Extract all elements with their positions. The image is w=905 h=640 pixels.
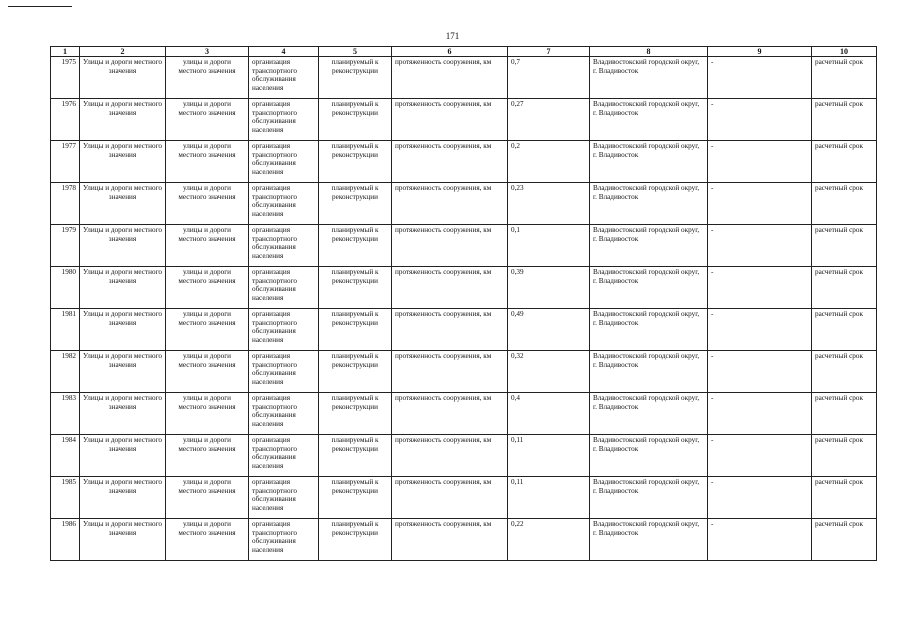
cell-row-number: 1976 bbox=[51, 99, 80, 141]
cell-zone: - bbox=[708, 393, 812, 435]
cell-object-type: Улицы и дороги местного значения bbox=[80, 351, 166, 393]
cell-characteristic: протяженность сооружения, км bbox=[392, 225, 508, 267]
cell-characteristic: протяженность сооружения, км bbox=[392, 267, 508, 309]
cell-location: Владивостокский городской округ, г. Владивосток bbox=[590, 519, 708, 561]
cell-object-type: Улицы и дороги местного значения bbox=[80, 309, 166, 351]
table-row bbox=[51, 141, 877, 183]
cell-term: расчетный срок bbox=[812, 267, 877, 309]
cell-object-type: Улицы и дороги местного значения bbox=[80, 477, 166, 519]
cell-row-number: 1986 bbox=[51, 519, 80, 561]
cell-zone: - bbox=[708, 99, 812, 141]
column-header-4: 4 bbox=[249, 47, 319, 57]
cell-row-number: 1979 bbox=[51, 225, 80, 267]
cell-characteristic: протяженность сооружения, км bbox=[392, 393, 508, 435]
cell-row-number: 1983 bbox=[51, 393, 80, 435]
cell-value: 0,32 bbox=[508, 351, 590, 393]
table-row bbox=[51, 393, 877, 435]
cell-object-type: Улицы и дороги местного значения bbox=[80, 183, 166, 225]
table-row bbox=[51, 309, 877, 351]
cell-object-name: улицы и дороги местного значения bbox=[166, 99, 249, 141]
cell-zone: - bbox=[708, 141, 812, 183]
cell-object-type: Улицы и дороги местного значения bbox=[80, 99, 166, 141]
cell-value: 0,23 bbox=[508, 183, 590, 225]
cell-term: расчетный срок bbox=[812, 393, 877, 435]
cell-status: планируемый к реконструкции bbox=[319, 57, 392, 99]
cell-object-name: улицы и дороги местного значения bbox=[166, 435, 249, 477]
cell-row-number: 1985 bbox=[51, 477, 80, 519]
cell-zone: - bbox=[708, 519, 812, 561]
cell-object-type: Улицы и дороги местного значения bbox=[80, 435, 166, 477]
cell-zone: - bbox=[708, 477, 812, 519]
cell-purpose: организация транспортного обслуживания населения bbox=[249, 57, 319, 99]
cell-term: расчетный срок bbox=[812, 435, 877, 477]
cell-zone: - bbox=[708, 435, 812, 477]
cell-characteristic: протяженность сооружения, км bbox=[392, 57, 508, 99]
cell-status: планируемый к реконструкции bbox=[319, 351, 392, 393]
cell-object-type: Улицы и дороги местного значения bbox=[80, 141, 166, 183]
cell-status: планируемый к реконструкции bbox=[319, 183, 392, 225]
cell-status: планируемый к реконструкции bbox=[319, 99, 392, 141]
cell-characteristic: протяженность сооружения, км bbox=[392, 477, 508, 519]
cell-value: 0,39 bbox=[508, 267, 590, 309]
cell-characteristic: протяженность сооружения, км bbox=[392, 435, 508, 477]
table-row bbox=[51, 267, 877, 309]
cell-object-name: улицы и дороги местного значения bbox=[166, 183, 249, 225]
data-table bbox=[50, 46, 877, 561]
table-row bbox=[51, 351, 877, 393]
cell-object-name: улицы и дороги местного значения bbox=[166, 393, 249, 435]
corner-rule bbox=[8, 6, 72, 7]
page-number: 171 bbox=[445, 31, 460, 41]
cell-object-name: улицы и дороги местного значения bbox=[166, 141, 249, 183]
cell-status: планируемый к реконструкции bbox=[319, 519, 392, 561]
cell-row-number: 1984 bbox=[51, 435, 80, 477]
cell-term: расчетный срок bbox=[812, 57, 877, 99]
cell-status: планируемый к реконструкции bbox=[319, 477, 392, 519]
column-header-1: 1 bbox=[51, 47, 80, 57]
cell-status: планируемый к реконструкции bbox=[319, 435, 392, 477]
cell-value: 0,2 bbox=[508, 141, 590, 183]
cell-purpose: организация транспортного обслуживания населения bbox=[249, 141, 319, 183]
cell-value: 0,11 bbox=[508, 477, 590, 519]
column-header-7: 7 bbox=[508, 47, 590, 57]
cell-object-name: улицы и дороги местного значения bbox=[166, 477, 249, 519]
cell-characteristic: протяженность сооружения, км bbox=[392, 99, 508, 141]
cell-zone: - bbox=[708, 267, 812, 309]
cell-characteristic: протяженность сооружения, км bbox=[392, 351, 508, 393]
cell-status: планируемый к реконструкции bbox=[319, 393, 392, 435]
cell-object-name: улицы и дороги местного значения bbox=[166, 351, 249, 393]
cell-location: Владивостокский городской округ, г. Владивосток bbox=[590, 141, 708, 183]
cell-location: Владивостокский городской округ, г. Владивосток bbox=[590, 183, 708, 225]
cell-characteristic: протяженность сооружения, км bbox=[392, 519, 508, 561]
cell-location: Владивостокский городской округ, г. Владивосток bbox=[590, 477, 708, 519]
cell-object-type: Улицы и дороги местного значения bbox=[80, 393, 166, 435]
cell-object-name: улицы и дороги местного значения bbox=[166, 519, 249, 561]
cell-term: расчетный срок bbox=[812, 351, 877, 393]
cell-zone: - bbox=[708, 225, 812, 267]
cell-object-name: улицы и дороги местного значения bbox=[166, 309, 249, 351]
cell-term: расчетный срок bbox=[812, 477, 877, 519]
cell-term: расчетный срок bbox=[812, 183, 877, 225]
cell-location: Владивостокский городской округ, г. Владивосток bbox=[590, 351, 708, 393]
cell-term: расчетный срок bbox=[812, 225, 877, 267]
cell-purpose: организация транспортного обслуживания населения bbox=[249, 309, 319, 351]
cell-purpose: организация транспортного обслуживания населения bbox=[249, 351, 319, 393]
cell-zone: - bbox=[708, 183, 812, 225]
cell-location: Владивостокский городской округ, г. Владивосток bbox=[590, 99, 708, 141]
cell-value: 0,7 bbox=[508, 57, 590, 99]
cell-object-type: Улицы и дороги местного значения bbox=[80, 225, 166, 267]
cell-object-name: улицы и дороги местного значения bbox=[166, 57, 249, 99]
cell-status: планируемый к реконструкции bbox=[319, 267, 392, 309]
cell-zone: - bbox=[708, 57, 812, 99]
table-body bbox=[51, 57, 877, 561]
cell-term: расчетный срок bbox=[812, 519, 877, 561]
cell-row-number: 1981 bbox=[51, 309, 80, 351]
cell-purpose: организация транспортного обслуживания населения bbox=[249, 393, 319, 435]
cell-term: расчетный срок bbox=[812, 141, 877, 183]
cell-object-type: Улицы и дороги местного значения bbox=[80, 267, 166, 309]
cell-value: 0,49 bbox=[508, 309, 590, 351]
column-header-2: 2 bbox=[80, 47, 166, 57]
cell-zone: - bbox=[708, 351, 812, 393]
table-row bbox=[51, 435, 877, 477]
cell-row-number: 1977 bbox=[51, 141, 80, 183]
cell-term: расчетный срок bbox=[812, 99, 877, 141]
cell-purpose: организация транспортного обслуживания населения bbox=[249, 267, 319, 309]
cell-term: расчетный срок bbox=[812, 309, 877, 351]
cell-location: Владивостокский городской округ, г. Владивосток bbox=[590, 393, 708, 435]
cell-value: 0,4 bbox=[508, 393, 590, 435]
column-header-5: 5 bbox=[319, 47, 392, 57]
cell-characteristic: протяженность сооружения, км bbox=[392, 183, 508, 225]
column-header-3: 3 bbox=[166, 47, 249, 57]
cell-value: 0,22 bbox=[508, 519, 590, 561]
cell-status: планируемый к реконструкции bbox=[319, 225, 392, 267]
column-header-9: 9 bbox=[708, 47, 812, 57]
cell-purpose: организация транспортного обслуживания населения bbox=[249, 99, 319, 141]
cell-object-name: улицы и дороги местного значения bbox=[166, 267, 249, 309]
cell-purpose: организация транспортного обслуживания населения bbox=[249, 225, 319, 267]
cell-row-number: 1978 bbox=[51, 183, 80, 225]
cell-value: 0,11 bbox=[508, 435, 590, 477]
table-row bbox=[51, 183, 877, 225]
column-header-8: 8 bbox=[590, 47, 708, 57]
cell-value: 0,27 bbox=[508, 99, 590, 141]
cell-characteristic: протяженность сооружения, км bbox=[392, 141, 508, 183]
cell-value: 0,1 bbox=[508, 225, 590, 267]
column-header-10: 10 bbox=[812, 47, 877, 57]
cell-row-number: 1980 bbox=[51, 267, 80, 309]
cell-row-number: 1982 bbox=[51, 351, 80, 393]
column-header-6: 6 bbox=[392, 47, 508, 57]
header-row bbox=[51, 47, 877, 57]
cell-status: планируемый к реконструкции bbox=[319, 309, 392, 351]
cell-location: Владивостокский городской округ, г. Владивосток bbox=[590, 225, 708, 267]
cell-status: планируемый к реконструкции bbox=[319, 141, 392, 183]
cell-purpose: организация транспортного обслуживания населения bbox=[249, 183, 319, 225]
cell-location: Владивостокский городской округ, г. Владивосток bbox=[590, 57, 708, 99]
cell-row-number: 1975 bbox=[51, 57, 80, 99]
cell-purpose: организация транспортного обслуживания населения bbox=[249, 435, 319, 477]
table-row bbox=[51, 99, 877, 141]
table-row bbox=[51, 57, 877, 99]
cell-location: Владивостокский городской округ, г. Владивосток bbox=[590, 267, 708, 309]
cell-object-type: Улицы и дороги местного значения bbox=[80, 57, 166, 99]
table-row bbox=[51, 225, 877, 267]
cell-object-name: улицы и дороги местного значения bbox=[166, 225, 249, 267]
cell-zone: - bbox=[708, 309, 812, 351]
cell-location: Владивостокский городской округ, г. Владивосток bbox=[590, 309, 708, 351]
cell-object-type: Улицы и дороги местного значения bbox=[80, 519, 166, 561]
table-row bbox=[51, 519, 877, 561]
cell-purpose: организация транспортного обслуживания населения bbox=[249, 519, 319, 561]
cell-location: Владивостокский городской округ, г. Владивосток bbox=[590, 435, 708, 477]
table-row bbox=[51, 477, 877, 519]
cell-characteristic: протяженность сооружения, км bbox=[392, 309, 508, 351]
cell-purpose: организация транспортного обслуживания населения bbox=[249, 477, 319, 519]
